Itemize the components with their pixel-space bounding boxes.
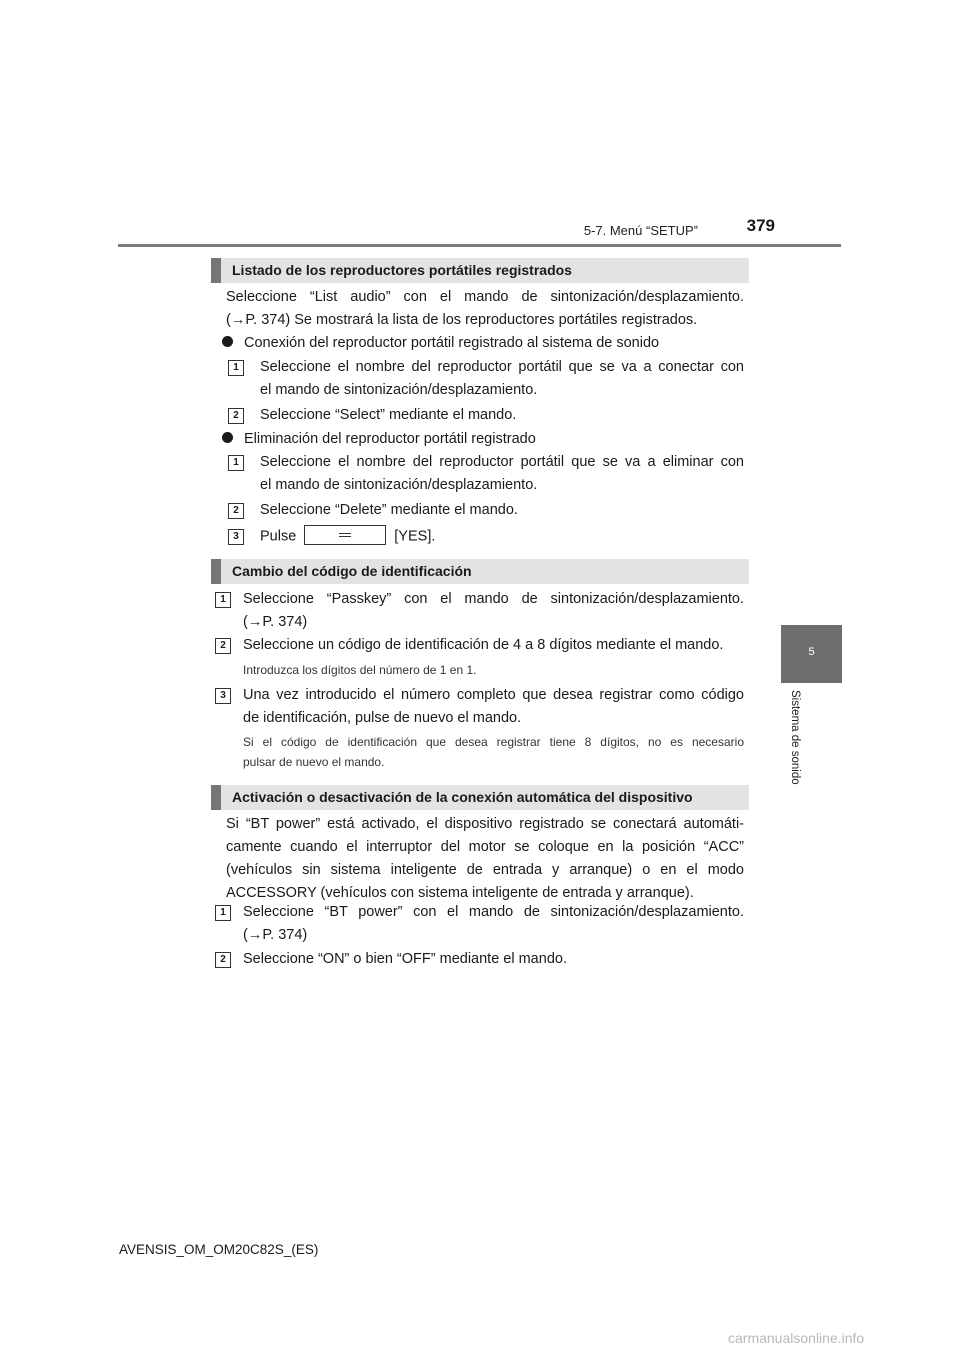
passkey-step2: Seleccione un código de identificación de 4 a 8 dígitos mediante el mando. [243,637,724,653]
autoconnect-step2: Seleccione “ON” o bien “OFF” mediante el mando. [243,951,567,967]
watermark: carmanualsonline.info [728,1330,865,1346]
autoconnect-step1-line1: Seleccione “BT power” con el mando de sintonización/desplazamiento. [243,904,744,920]
section-header-passkey: Cambio del código de identificación [211,559,749,584]
autoconnect-step1-line2: (→P. 374) [243,927,308,943]
step-number: 2 [215,952,231,968]
step-number: 2 [228,408,244,424]
chapter-tab [781,625,842,683]
bullet-delete [222,428,536,451]
step-number: 1 [215,905,231,921]
passkey-step1-line2: (→P. 374) [243,614,308,630]
passkey-step3-note-line1: Si el código de identificación que desea registrar tiene 8 dígitos, no es necesario [243,735,744,749]
step-number: 2 [215,638,231,654]
passkey-step3-line2: de identificación, pulse de nuevo el mando. [243,710,522,726]
autoconnect-intro-line1: Si “BT power” está activado, el dispositivo registrado se conectará automáti- [226,816,744,832]
section-header-auto-connect: Activación o desactivación de la conexión automática del dispositivo [211,785,749,810]
autoconnect-intro-line2: camente cuando el interruptor del motor se coloque en la posición “ACC” [226,839,744,855]
step-number: 1 [228,455,244,471]
passkey-step3-note-line2: pulsar de nuevo el mando. [243,755,385,769]
section-header-registered-players: Listado de los reproductores portátiles registrados [211,258,749,283]
header-rule [118,244,841,247]
step-number: 3 [228,529,244,545]
delete-step1-line2: el mando de sintonización/desplazamiento. [260,477,538,493]
connect-step2: Seleccione “Select” mediante el mando. [260,407,517,423]
bullet-connect [222,332,659,355]
autoconnect-intro-line3: (vehículos sin sistema inteligente de entrada y arranque) o en el modo [226,862,744,878]
page-number: 379 [746,216,775,235]
section1-intro-line1: Seleccione “List audio” con el mando de sintonización/desplazamiento. [226,289,744,305]
chapter-number: 5 [808,646,815,658]
bullet-dot [222,336,233,347]
step-number: 1 [215,592,231,608]
delete-step3-prefix: Pulse [260,528,297,545]
section1-intro-line2: (→P. 374) Se mostrará la lista de los reproductores portátiles registrados. [226,312,698,328]
passkey-step3-line1: Una vez introducido el número completo que desea registrar como código [243,687,744,703]
passkey-step2-note: Introduzca los dígitos del número de 1 en 1. [243,663,477,677]
document-code: AVENSIS_OM_OM20C82S_(ES) [119,1242,319,1257]
connect-step1-line2: el mando de sintonización/desplazamiento. [260,382,538,398]
step-number: 1 [228,360,244,376]
bullet-connect-text: Conexión del reproductor portátil registrado al sistema de sonido [244,335,660,351]
delete-step3 [260,525,744,548]
delete-step3-suffix: [YES]. [394,528,436,545]
autoconnect-intro-line4: ACCESSORY (vehículos con sistema inteligente de entrada y arranque). [226,885,694,901]
running-header-section: 5-7. Menú “SETUP” [583,223,698,238]
delete-step1-line1: Seleccione el nombre del reproductor portátil que se va a eliminar con [260,454,744,470]
step-number: 3 [215,688,231,704]
chapter-title: Sistema de sonido [789,690,801,785]
connect-step1-line1: Seleccione el nombre del reproductor portátil que se va a conectar con [260,359,744,375]
delete-step2: Seleccione “Delete” mediante el mando. [260,502,518,518]
passkey-step1-line1: Seleccione “Passkey” con el mando de sintonización/desplazamiento. [243,591,744,607]
step-number: 2 [228,503,244,519]
bullet-dot [222,432,233,443]
knob-press-icon [304,525,386,545]
bullet-delete-text: Eliminación del reproductor portátil registrado [244,431,536,447]
